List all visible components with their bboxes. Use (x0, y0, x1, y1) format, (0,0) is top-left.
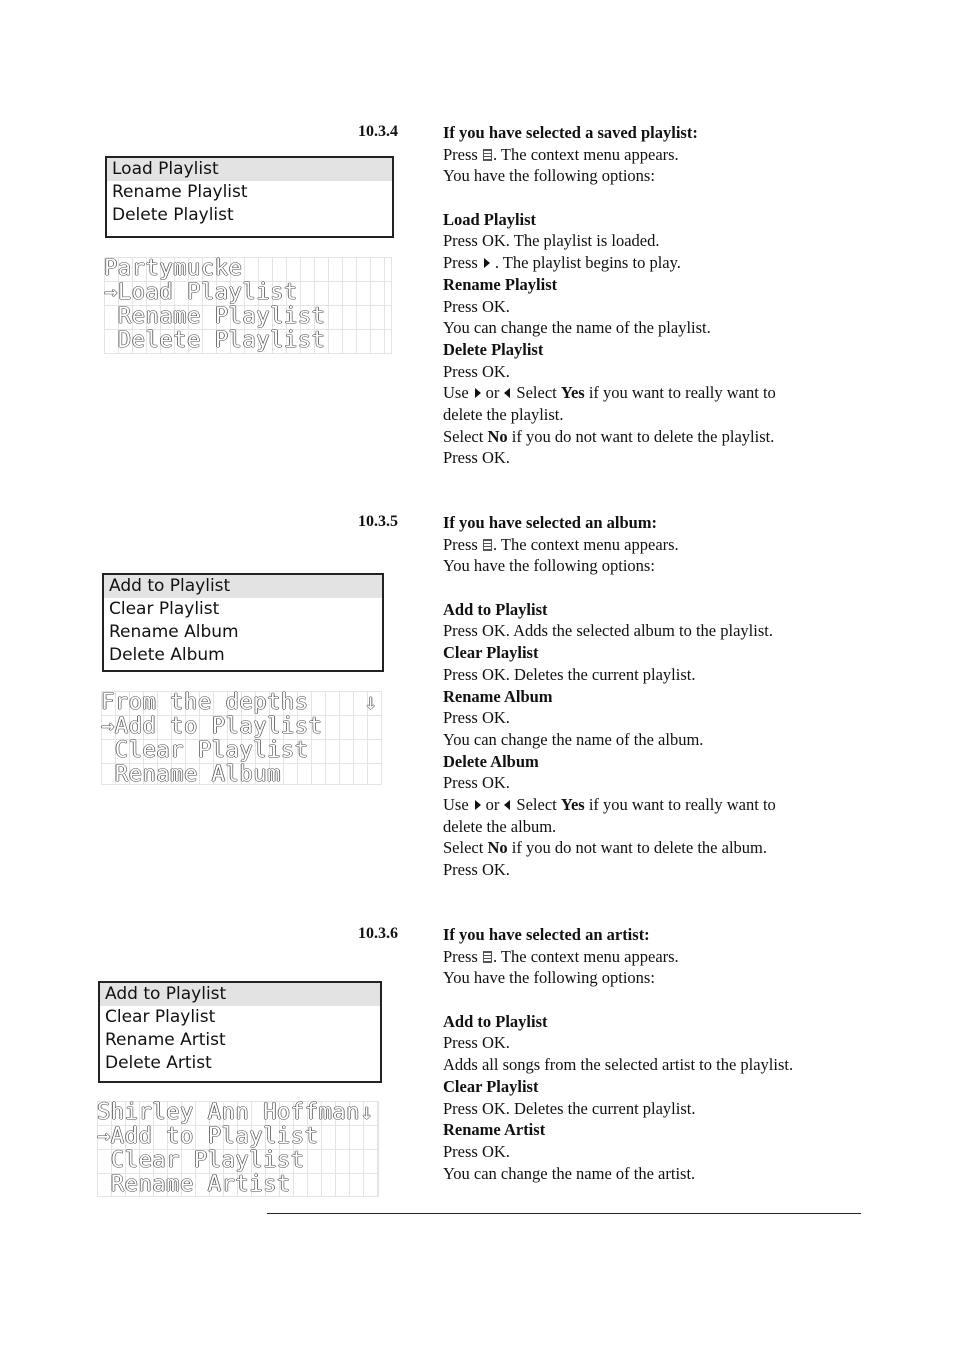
left-arrow-icon (504, 800, 510, 810)
option-text: You can change the name of the playlist. (443, 318, 711, 338)
option-text: Press OK. (443, 448, 510, 468)
option-title: Rename Artist (443, 1120, 546, 1140)
option-text: Press OK. The playlist is loaded. (443, 231, 660, 251)
menu-key-icon (483, 539, 492, 551)
section-heading: If you have selected an artist: (443, 925, 650, 944)
lcd-row: Partymucke (104, 257, 243, 281)
menu-item-rename-playlist[interactable]: Rename Playlist (112, 182, 248, 202)
text: Use (443, 794, 469, 814)
option-title: Rename Playlist (443, 274, 558, 294)
context-menu-artist (98, 981, 382, 1083)
menu-item-rename-artist[interactable]: Rename Artist (105, 1030, 226, 1050)
section-number: 10.3.5 (358, 513, 398, 530)
lcd-display-album (101, 691, 382, 785)
option-title: Rename Album (443, 686, 553, 706)
section-text-artist (443, 924, 863, 1184)
option-title: Load Playlist (443, 209, 537, 229)
option-text: Press OK. Adds the selected album to the playlist. (443, 621, 773, 641)
option-text: Adds all songs from the selected artist to the playlist. (443, 1055, 794, 1075)
text-no: No (487, 838, 508, 858)
context-menu-playlist (105, 156, 394, 238)
option-text: You can change the name of the album. (443, 729, 704, 749)
text: if you want to really want to (588, 794, 776, 814)
menu-item-clear-playlist[interactable]: Clear Playlist (105, 1007, 216, 1027)
option-text: Press OK. Deletes the current playlist. (443, 1098, 696, 1118)
text: if you do not want to delete the album. (511, 838, 767, 858)
options-intro: You have the following options: (443, 166, 655, 186)
lcd-row: Rename Album (101, 763, 281, 787)
menu-key-icon (483, 951, 492, 963)
option-text: Press OK. Deletes the current playlist. (443, 664, 696, 684)
option-text: Press OK. (443, 1141, 510, 1161)
lcd-row: →Load Playlist (104, 281, 298, 305)
left-arrow-icon (504, 388, 510, 398)
text: Press (443, 534, 478, 554)
option-title: Add to Playlist (443, 1011, 548, 1031)
option-text: Press OK. (443, 708, 510, 728)
option-title: Clear Playlist (443, 643, 539, 663)
text: Select (516, 383, 557, 403)
option-text: You can change the name of the artist. (443, 1163, 696, 1183)
lcd-row: Clear Playlist (101, 739, 309, 763)
lcd-row: From the depths ↓ (101, 691, 378, 715)
section-number: 10.3.4 (358, 123, 398, 140)
lcd-display-artist (97, 1101, 379, 1197)
lcd-row: Clear Playlist (97, 1149, 305, 1173)
play-right-arrow-icon (484, 258, 490, 268)
lcd-row: →Add to Playlist (97, 1125, 319, 1149)
text: if you do not want to delete the playlist. (511, 426, 775, 446)
section-heading: If you have selected an album: (443, 513, 658, 532)
text: or (485, 794, 500, 814)
option-text: delete the album. (443, 816, 557, 836)
lcd-display-playlist (104, 257, 392, 354)
option-title: Delete Playlist (443, 339, 544, 359)
menu-item-clear-playlist[interactable]: Clear Playlist (109, 599, 220, 619)
option-text: Press OK. (443, 1033, 510, 1053)
text: Select (443, 838, 484, 858)
option-text: Press OK. (443, 361, 510, 381)
lcd-row: Rename Playlist (104, 305, 326, 329)
option-text: Press OK. (443, 860, 510, 879)
text: Press (443, 144, 478, 164)
option-title: Clear Playlist (443, 1076, 539, 1096)
section-heading: If you have selected a saved playlist: (443, 123, 698, 142)
menu-key-icon (483, 149, 492, 161)
option-text: Press OK. (443, 296, 510, 316)
menu-item-add-to-playlist[interactable]: Add to Playlist (104, 575, 382, 598)
options-intro: You have the following options: (443, 968, 655, 988)
text: . The playlist begins to play. (494, 253, 681, 273)
text: . The context menu appears. (492, 144, 679, 164)
lcd-row: Rename Artist (97, 1173, 291, 1197)
text: if you want to really want to (588, 383, 776, 403)
text: Select (443, 426, 484, 446)
option-title: Add to Playlist (443, 599, 548, 619)
option-text: delete the playlist. (443, 404, 564, 424)
text: or (485, 383, 500, 403)
text: . The context menu appears. (492, 946, 679, 966)
right-arrow-icon (475, 388, 481, 398)
section-text-album (443, 512, 863, 881)
section-number: 10.3.6 (358, 925, 398, 942)
lcd-row: →Add to Playlist (101, 715, 323, 739)
option-title: Delete Album (443, 751, 539, 771)
section-text-playlist (443, 122, 863, 469)
menu-item-delete-artist[interactable]: Delete Artist (105, 1053, 212, 1073)
menu-item-delete-playlist[interactable]: Delete Playlist (112, 205, 234, 225)
text: Select (516, 794, 557, 814)
text-yes: Yes (560, 794, 585, 814)
right-arrow-icon (475, 800, 481, 810)
text: . The context menu appears. (492, 534, 679, 554)
lcd-row: Delete Playlist (104, 329, 326, 353)
option-text: Press OK. (443, 773, 510, 793)
text-no: No (487, 426, 508, 446)
text: Press (443, 253, 478, 273)
text: Press (443, 946, 478, 966)
context-menu-album (102, 573, 384, 672)
menu-item-rename-album[interactable]: Rename Album (109, 622, 239, 642)
options-intro: You have the following options: (443, 556, 655, 576)
footer-rule (267, 1213, 861, 1214)
text-yes: Yes (560, 383, 585, 403)
menu-item-delete-album[interactable]: Delete Album (109, 645, 225, 665)
lcd-row: Shirley Ann Hoffman↓ (97, 1101, 374, 1125)
text: Use (443, 383, 469, 403)
menu-item-add-to-playlist[interactable]: Add to Playlist (100, 983, 380, 1006)
menu-item-load-playlist[interactable]: Load Playlist (107, 158, 392, 181)
